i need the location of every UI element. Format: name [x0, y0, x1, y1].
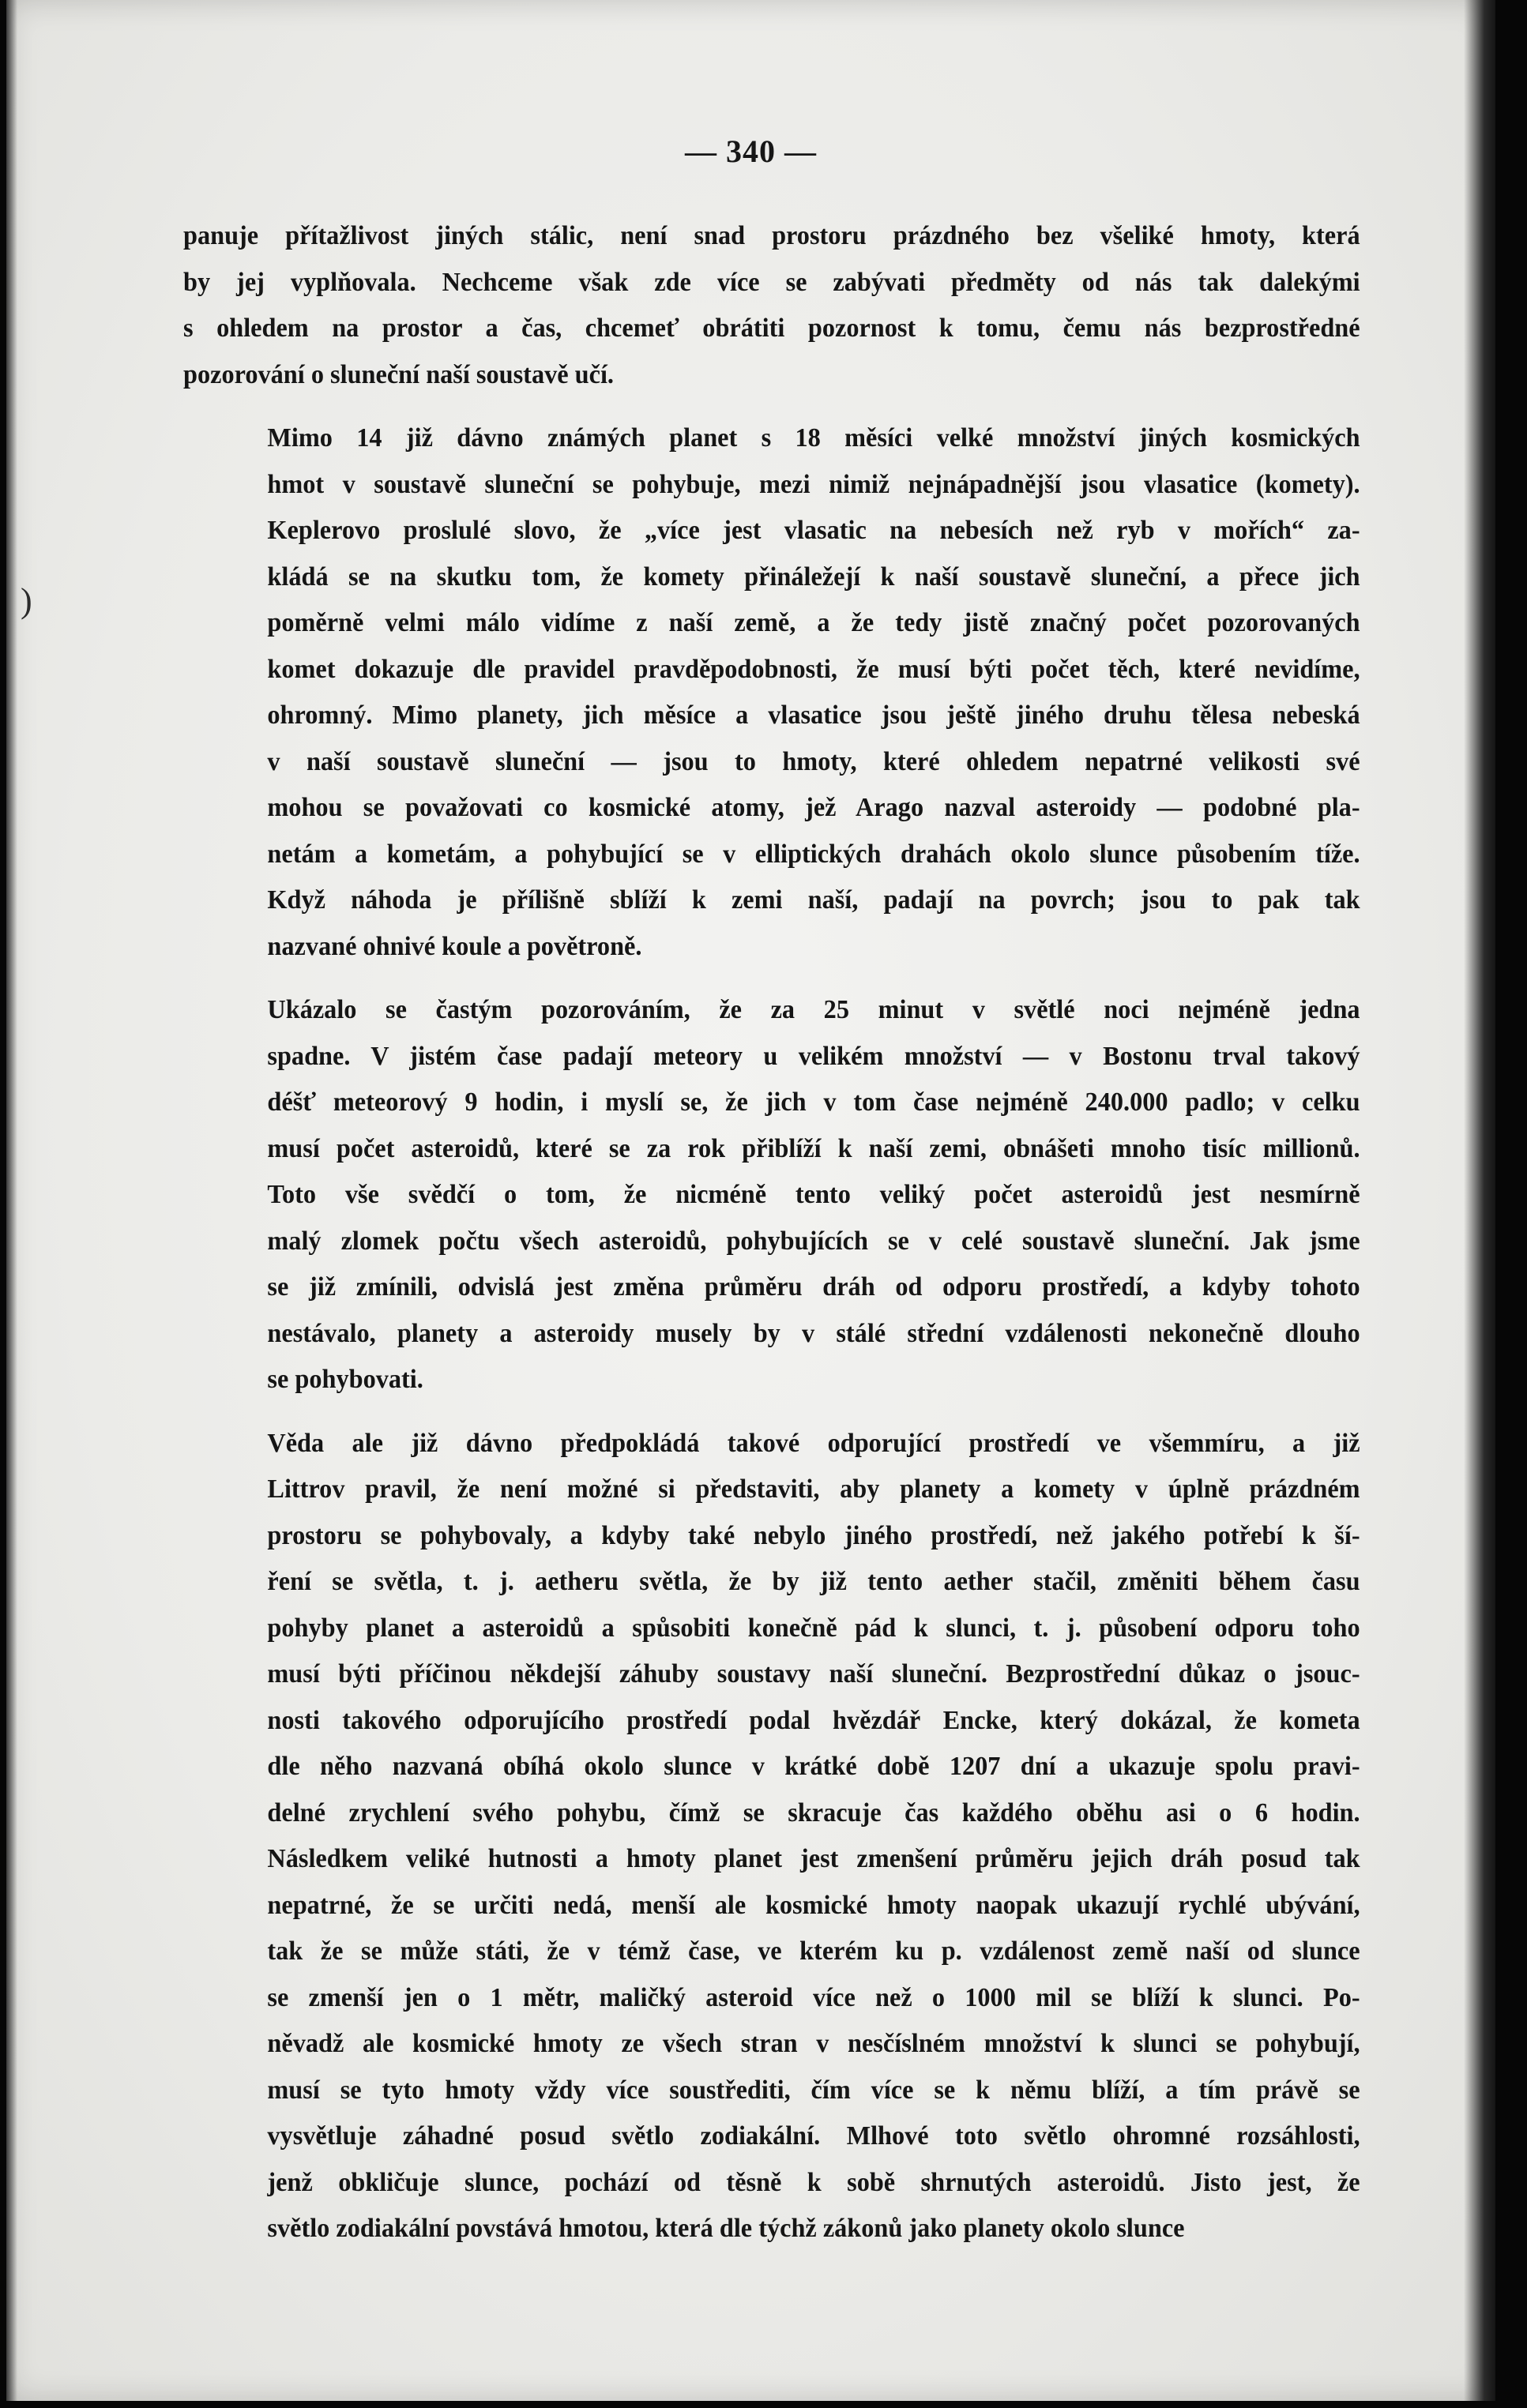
text-line: nazvané ohnivé koule a povětroně.: [267, 931, 642, 961]
text-line: nosti takového odporujícího prostředí podal hvězdář Encke, který dokázal, že kometa: [267, 1705, 1360, 1735]
text-line: nestávalo, planety a asteroidy musely by v stálé střední vzdálenosti nekonečně dlouho: [267, 1318, 1360, 1348]
text-line: mohou se považovati co kosmické atomy, jež Arago nazval asteroidy — podobné pla-: [267, 793, 1360, 822]
text-line: prostoru se pohybovaly, a kdyby také nebylo jiného prostředí, než jakého potřebí k ší-: [267, 1520, 1360, 1550]
paragraph: [183, 987, 1360, 1403]
paragraph: [183, 213, 1360, 398]
paragraph: [183, 415, 1360, 970]
text-line: pozorování o sluneční naší soustavě učí.: [183, 359, 615, 389]
paragraph: [183, 1421, 1360, 2252]
text-line: malý zlomek počtu všech asteroidů, pohybujících se v celé soustavě sluneční. Jak jsme: [267, 1226, 1360, 1256]
text-line: spadne. V jistém čase padají meteory u velikém množství — v Bostonu trval takový: [267, 1041, 1360, 1071]
text-line: s ohledem na prostor a čas, chcemeť obrátiti pozornost k tomu, čemu nás bezprostředné: [183, 314, 1360, 343]
text-line: hmot v soustavě sluneční se pohybuje, mezi nimiž nejnápadnější jsou vlasatice (komety).: [267, 469, 1360, 499]
text-line: tak že se může státi, že v témž čase, ve kterém ku p. vzdálenost země naší od slunce: [267, 1937, 1360, 1966]
text-line: světlo zodiakální povstává hmotou, která dle týchž zákonů jako planety okolo slunce: [267, 2214, 1185, 2243]
text-line: se zmenší jen o 1 mětr, maličký asteroid více než o 1000 mil se blíží k slunci. Po-: [267, 1982, 1360, 2012]
text-line: pohyby planet a asteroidů a spůsobiti konečně pád k slunci, t. j. působení odporu toho: [267, 1613, 1360, 1643]
text-line: se již zmínili, odvislá jest změna průměru dráh od odporu prostředí, a kdyby tohoto: [267, 1272, 1360, 1302]
text-line: Littrov pravil, že není možné si představiti, aby planety a komety v úplně prázdném: [267, 1474, 1360, 1504]
text-line: Keplerovo proslulé slovo, že „více jest vlasatic na nebesích než ryb v mořích“ za-: [267, 516, 1360, 545]
page-number: — 340 —: [685, 133, 817, 169]
text-line: v naší soustavě sluneční — jsou to hmoty, které ohledem nepatrné velikosti své: [267, 746, 1360, 776]
text-line: poměrně velmi málo vidíme z naší země, a že tedy jistě značný počet pozorovaných: [267, 608, 1360, 637]
text-line: musí býti příčinou někdejší záhuby soustavy naší sluneční. Bezprostřední důkaz o jsouc-: [267, 1659, 1360, 1689]
body-text: [183, 213, 1360, 2270]
page-right-edge-shadow: [1464, 0, 1495, 2401]
text-line: nepatrné, že se určiti nedá, menší ale kosmické hmoty naopak ukazují rychlé ubývání,: [267, 1890, 1360, 1920]
text-line: Toto vše svědčí o tom, že nicméně tento veliký počet asteroidů jest nesmírně: [267, 1180, 1360, 1209]
text-line: musí se tyto hmoty vždy více soustřediti, čím více se k němu blíží, a tím právě se: [267, 2075, 1360, 2105]
text-line: déšť meteorový 9 hodin, i myslí se, že jich v tom čase nejméně 240.000 padlo; v celku: [267, 1088, 1360, 1117]
text-line: vysvětluje záhadné posud světlo zodiakální. Mlhové toto světlo ohromné rozsáhlosti,: [267, 2121, 1360, 2151]
text-line: by jej vyplňovala. Nechceme však zde více se zabývati předměty od nás tak dalekými: [183, 267, 1360, 297]
text-line: kládá se na skutku tom, že komety přináležejí k naší soustavě sluneční, a přece jich: [267, 562, 1360, 592]
text-line: Mimo 14 již dávno známých planet s 18 měsíci velké množství jiných kosmických: [267, 423, 1360, 453]
page-left-edge-shadow: [6, 0, 17, 2401]
text-line: dle něho nazvaná obíhá okolo slunce v krátké době 1207 dní a ukazuje spolu pravi-: [267, 1752, 1360, 1781]
text-line: Když náhoda je přílišně sblíží k zemi naší, padají na povrch; jsou to pak tak: [267, 885, 1360, 915]
text-line: musí počet asteroidů, které se za rok přiblíží k naší zemi, obnášeti mnoho tisíc millionů.: [267, 1133, 1360, 1163]
text-line: delné zrychlení svého pohybu, čímž se skracuje čas každého oběhu asi o 6 hodin.: [267, 1798, 1360, 1828]
text-line: jenž obkličuje slunce, pochází od těsně k sobě shrnutých asteroidů. Jisto jest, že: [267, 2167, 1360, 2197]
text-line: Věda ale již dávno předpokládá takové odporující prostředí ve všemmíru, a již: [267, 1428, 1360, 1458]
text-line: panuje přítažlivost jiných stálic, není snad prostoru prázdného bez všeliké hmoty, která: [183, 221, 1360, 250]
text-line: Následkem veliké hutnosti a hmoty planet jest zmenšení průměru jejich dráh posud tak: [267, 1844, 1360, 1873]
text-line: Ukázalo se častým pozorováním, že za 25 minut v světlé noci nejméně jedna: [267, 995, 1360, 1024]
margin-mark: ): [21, 581, 32, 620]
text-line: komet dokazuje dle pravidel pravděpodobnosti, že musí býti počet těch, které nevidíme,: [267, 654, 1360, 684]
text-line: netám a kometám, a pohybující se v elliptických drahách okolo slunce působením tíže.: [267, 839, 1360, 869]
text-line: ření se světla, t. j. aetheru světla, že by již tento aether stačil, změniti během času: [267, 1567, 1360, 1596]
text-line: se pohybovati.: [267, 1365, 423, 1394]
text-line: něvadž ale kosmické hmoty ze všech stran v nesčíslném množství k slunci se pohybují,: [267, 2029, 1360, 2058]
scanned-page: [6, 0, 1495, 2401]
text-line: ohromný. Mimo planety, jich měsíce a vlasatice jsou ještě jiného druhu tělesa nebeská: [267, 701, 1360, 730]
